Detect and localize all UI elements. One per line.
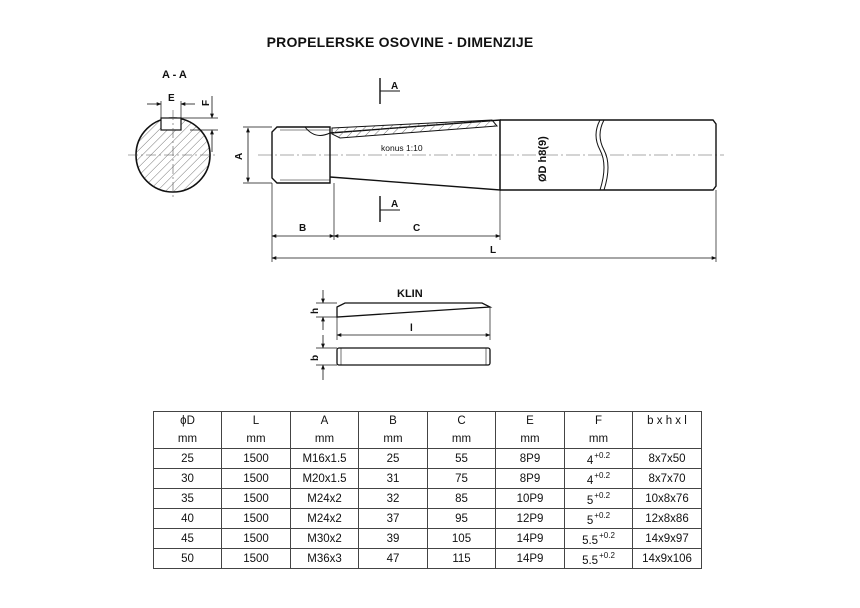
key-view [310, 288, 490, 380]
table-row [154, 469, 702, 489]
table-row [154, 509, 702, 529]
f-value: 5 [586, 494, 594, 507]
table-row [154, 449, 702, 469]
table-cell: 37 [359, 509, 428, 529]
unit-cell: mm [359, 430, 428, 449]
key-dim-b: b [310, 354, 321, 361]
f-tolerance: +0.2 [594, 490, 611, 500]
f-tolerance: +0.2 [599, 530, 615, 540]
table-cell: 1500 [222, 469, 291, 489]
table-cell: 8x7x50 [633, 449, 702, 469]
key-side [337, 303, 490, 317]
diameter-label: ØD h8(9) [537, 136, 549, 182]
key-top [337, 348, 490, 365]
key-title: KLIN [397, 288, 423, 300]
f-value: 5.5 [582, 534, 599, 547]
unit-cell: mm [428, 430, 496, 449]
unit-cell: mm [154, 430, 222, 449]
keyway-slot [161, 118, 181, 130]
table-cell: 12P9 [496, 509, 565, 529]
table-cell: 47 [359, 549, 428, 569]
table-cell: 8P9 [496, 469, 565, 489]
table-cell: 8x7x70 [633, 469, 702, 489]
table-cell [565, 549, 633, 569]
table-cell: 10x8x76 [633, 489, 702, 509]
f-tolerance: +0.2 [594, 450, 611, 460]
table-cell: 31 [359, 469, 428, 489]
f-value: 5.5 [582, 554, 599, 567]
table-cell: 40 [154, 509, 222, 529]
table-cell: 55 [428, 449, 496, 469]
key-dim-l: l [410, 323, 413, 334]
unit-cell: mm [496, 430, 565, 449]
table-cell: 14P9 [496, 549, 565, 569]
dim-l-label: L [490, 245, 497, 256]
header-cell: F [565, 412, 633, 431]
header-cell: E [496, 412, 565, 431]
table-row [154, 529, 702, 549]
dim-c-label: C [413, 223, 421, 234]
unit-cell: mm [222, 430, 291, 449]
table-cell: 75 [428, 469, 496, 489]
table-cell: M36x3 [291, 549, 359, 569]
table-cell: 95 [428, 509, 496, 529]
page-title: PROPELERSKE OSOVINE - DIMENZIJE [266, 34, 534, 50]
dim-a-label: A [234, 152, 245, 160]
table-cell: M20x1.5 [291, 469, 359, 489]
header-cell: B [359, 412, 428, 431]
table-cell: M16x1.5 [291, 449, 359, 469]
table-cell: 1500 [222, 509, 291, 529]
table-cell: 35 [154, 489, 222, 509]
table-cell: 14x9x106 [633, 549, 702, 569]
table-cell [565, 489, 633, 509]
table-cell [565, 449, 633, 469]
f-tolerance: +0.2 [594, 510, 611, 520]
table-row [154, 489, 702, 509]
cut-label-bottom: A [391, 199, 399, 210]
table-cell: 1500 [222, 449, 291, 469]
shaft-view [234, 78, 724, 262]
key-dim-h: h [310, 307, 321, 314]
table-cell: 1500 [222, 489, 291, 509]
taper-label: konus 1:10 [381, 143, 423, 153]
header-cell: C [428, 412, 496, 431]
table-cell [565, 529, 633, 549]
table-header-row [154, 412, 702, 431]
cut-label-top: A [391, 81, 399, 92]
f-tolerance: +0.2 [594, 470, 611, 480]
header-cell: L [222, 412, 291, 431]
unit-cell: mm [565, 430, 633, 449]
table-cell: 85 [428, 489, 496, 509]
table-cell: 30 [154, 469, 222, 489]
table-unit-row [154, 430, 702, 449]
keyway-cut [332, 120, 497, 138]
table-cell: 50 [154, 549, 222, 569]
table-cell: 10P9 [496, 489, 565, 509]
table-cell [565, 469, 633, 489]
table-cell: 39 [359, 529, 428, 549]
table-cell: M30x2 [291, 529, 359, 549]
table-cell: M24x2 [291, 509, 359, 529]
dim-b-label: B [299, 223, 307, 234]
table-cell: 105 [428, 529, 496, 549]
f-value: 4 [586, 474, 594, 487]
table-cell: 45 [154, 529, 222, 549]
dimensions-table [153, 411, 702, 569]
table-cell: 32 [359, 489, 428, 509]
dim-e-label: E [168, 93, 175, 104]
f-tolerance: +0.2 [599, 550, 615, 560]
table-cell: 115 [428, 549, 496, 569]
unit-cell: mm [291, 430, 359, 449]
table-cell [565, 509, 633, 529]
table-cell: 14P9 [496, 529, 565, 549]
table-cell: 1500 [222, 529, 291, 549]
f-value: 4 [586, 454, 594, 467]
table-cell: 14x9x97 [633, 529, 702, 549]
header-cell: ϕD [154, 412, 222, 431]
table-row [154, 549, 702, 569]
table-cell: 8P9 [496, 449, 565, 469]
header-cell: A [291, 412, 359, 431]
unit-cell [633, 430, 702, 449]
table-cell: M24x2 [291, 489, 359, 509]
section-label: A - A [162, 69, 187, 81]
table-cell: 25 [154, 449, 222, 469]
header-cell: b x h x l [633, 412, 702, 431]
table-cell: 1500 [222, 549, 291, 569]
dim-f-label: F [201, 99, 212, 106]
table-cell: 25 [359, 449, 428, 469]
section-view [128, 69, 218, 200]
table-cell: 12x8x86 [633, 509, 702, 529]
f-value: 5 [586, 514, 594, 527]
